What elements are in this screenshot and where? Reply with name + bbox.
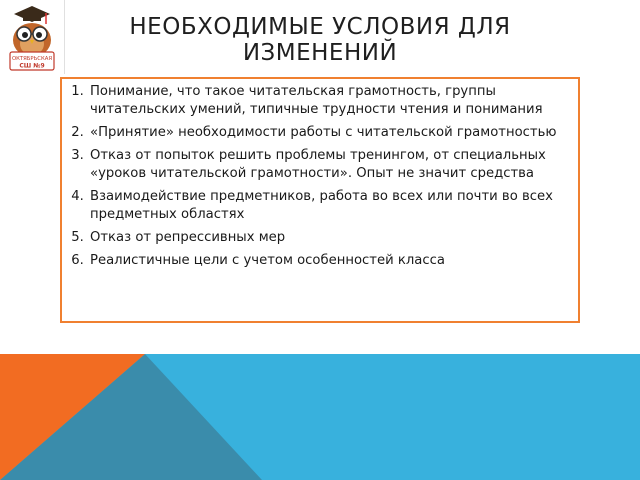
list-item: 4. Взаимодействие предметников, работа во всех или почти во всех предметных областях: [88, 188, 568, 224]
slide-title: НЕОБХОДИМЫЕ УСЛОВИЯ ДЛЯ ИЗМЕНЕНИЙ: [129, 14, 511, 66]
conditions-box: [60, 77, 580, 323]
school-logo: [0, 0, 65, 74]
list-item: 5. Отказ от репрессивных мер: [88, 229, 568, 247]
conditions-list: [66, 83, 568, 270]
owl-icon: [0, 0, 64, 74]
list-item: 1. Понимание, что такое читательская грамотность, группы читательских умений, типичные трудности чтения и понимания: [88, 83, 568, 119]
decorative-bottom-band: [0, 354, 640, 480]
list-item: 6. Реалистичные цели с учетом особенностей класса: [88, 252, 568, 270]
logo-text-top: ОКТЯБРЬСКАЯ: [11, 56, 53, 62]
list-item: 3. Отказ от попыток решить проблемы тренингом, от специальных «уроков читательской грамотности». Опыт не значит средства: [88, 147, 568, 183]
list-item: 2. «Принятие» необходимости работы с читательской грамотностью: [88, 124, 568, 142]
logo-text-bottom: СШ №9: [19, 62, 45, 70]
